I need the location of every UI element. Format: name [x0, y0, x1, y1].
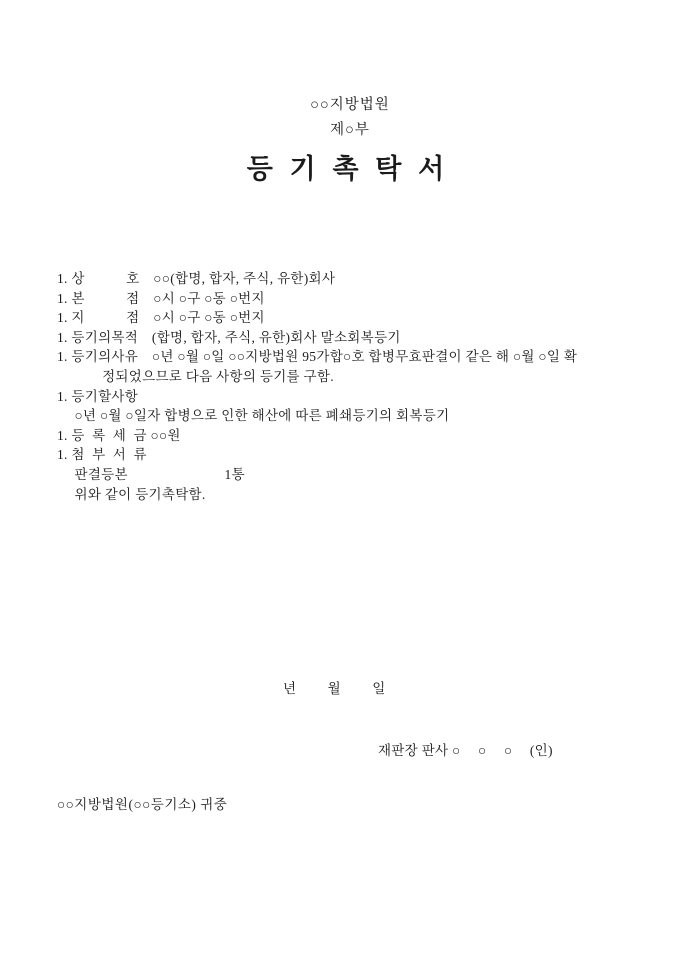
body-line-closing-statement: 위와 같이 등기촉탁함.: [57, 486, 206, 502]
body-line-registration-reason-cont: 정되었으므로 다음 사항의 등기를 구함.: [57, 368, 334, 384]
body-line-company-name: 1. 상 호 ○○(합명, 합자, 주식, 유한)회사: [57, 271, 336, 286]
body-line-registration-tax: 1. 등 록 세 금 ○○원: [57, 427, 181, 443]
date-line: 년 월 일: [283, 681, 386, 696]
body-line-judgment-copy: 판결등본 1통: [57, 466, 245, 482]
recipient-line: ○○지방법원(○○등기소) 귀중: [57, 797, 228, 812]
document-header: [0, 93, 680, 142]
body-line-registration-reason: 1. 등기의사유 ○년 ○월 ○일 ○○지방법원 95가합○호 합병무효판결이 같은 해 ○월 ○일 확: [57, 349, 578, 365]
body-line-matters-to-register: 1. 등기할사항: [57, 388, 139, 404]
body-line-registration-purpose: 1. 등기의목적 (합명, 합자, 주식, 유한)회사 말소회복등기: [57, 329, 401, 345]
document-title: 등 기 촉 탁 서: [246, 154, 450, 184]
document-body: [57, 269, 644, 504]
court-name: ○○지방법원: [310, 97, 390, 113]
judge-signature-line: 재판장 판사 ○ ○ ○ (인): [378, 743, 553, 758]
body-line-matters-detail: ○년 ○월 ○일자 합병으로 인한 해산에 따른 폐쇄등기의 회복등기: [57, 408, 450, 424]
body-line-attachments: 1. 첨 부 서 류: [57, 447, 147, 463]
body-line-branch-office: 1. 지 점 ○시 ○구 ○동 ○번지: [57, 310, 265, 326]
court-division: 제○부: [330, 121, 370, 138]
body-line-head-office: 1. 본 점 ○시 ○구 ○동 ○번지: [57, 290, 265, 306]
